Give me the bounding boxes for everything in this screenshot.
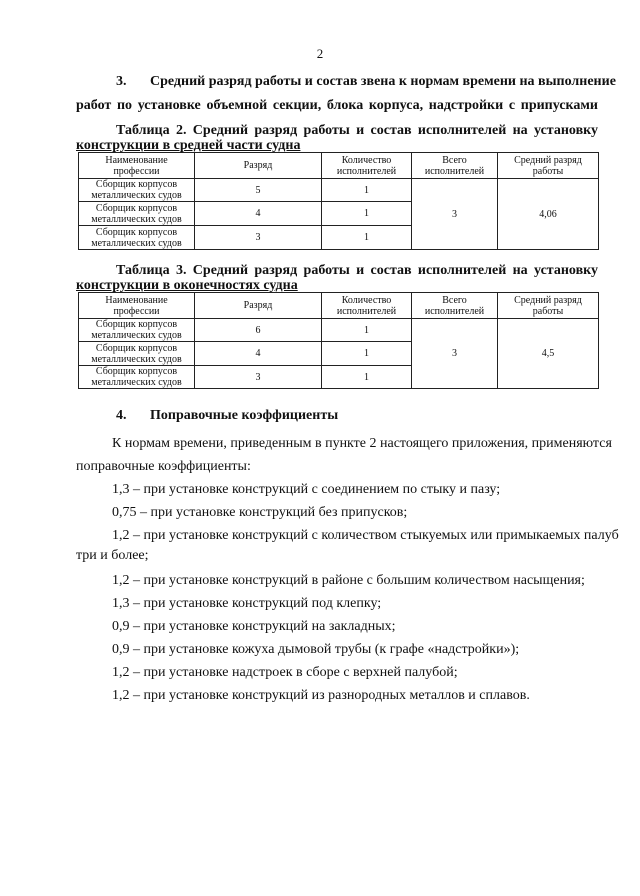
cell-grade: 3 (195, 366, 322, 389)
table-3-caption-line2: конструкции в оконечностях судна (76, 278, 298, 293)
header-grade: Разряд (195, 153, 322, 179)
cell-grade: 6 (195, 319, 322, 342)
header-avg: Средний разряд работы (498, 293, 599, 319)
header-avg: Средний разряд работы (498, 153, 599, 179)
cell-avg: 4,06 (498, 179, 599, 250)
header-total: Всего исполнителей (412, 153, 498, 179)
header-profession: Наименование профессии (79, 153, 195, 179)
section-4-intro-line1: К нормам времени, приведенным в пункте 2 настоящего приложения, применяются (112, 436, 612, 451)
cell-count: 1 (322, 366, 412, 389)
cell-total: 3 (412, 319, 498, 389)
cell-count: 1 (322, 319, 412, 342)
cell-grade: 4 (195, 202, 322, 226)
section-3-number: 3. (116, 74, 127, 89)
table-2 (78, 152, 599, 250)
table-3-header-row (79, 293, 599, 319)
table-row (79, 319, 599, 342)
cell-grade: 3 (195, 226, 322, 250)
header-profession: Наименование профессии (79, 293, 195, 319)
cell-grade: 5 (195, 179, 322, 202)
cell-avg: 4,5 (498, 319, 599, 389)
table-3 (78, 292, 599, 389)
cell-profession: Сборщик корпусов металлических судов (79, 202, 195, 226)
cell-total: 3 (412, 179, 498, 250)
section-4-intro-line2: поправочные коэффициенты: (76, 459, 251, 474)
header-grade: Разряд (195, 293, 322, 319)
header-count: Количество исполнителей (322, 293, 412, 319)
table-row (79, 179, 599, 202)
coefficient-item: 0,9 – при установке конструкций на закладных; (112, 619, 396, 634)
page-number: 2 (316, 46, 324, 61)
coefficient-item: 1,2 – при установке конструкций в районе с большим количеством насыщения; (112, 573, 585, 588)
coefficient-item: 1,2 – при установке конструкций из разнородных металлов и сплавов. (112, 688, 530, 703)
cell-grade: 4 (195, 342, 322, 366)
coefficient-item: 1,3 – при установке конструкций с соединением по стыку и пазу; (112, 482, 501, 497)
coefficient-item: 0,9 – при установке кожуха дымовой трубы (к графе «надстройки»); (112, 642, 520, 657)
table-2-header-row (79, 153, 599, 179)
cell-count: 1 (322, 202, 412, 226)
coefficient-item: 1,3 – при установке конструкций под клепку; (112, 596, 382, 611)
cell-profession: Сборщик корпусов металлических судов (79, 226, 195, 250)
table-2-caption-line1: Таблица 2. Средний разряд работы и состав исполнителей на установку (116, 123, 598, 138)
cell-profession: Сборщик корпусов металлических судов (79, 342, 195, 366)
cell-count: 1 (322, 226, 412, 250)
table-2-caption-line2: конструкции в средней части судна (76, 138, 301, 153)
coefficient-item: 1,2 – при установке надстроек в сборе с верхней палубой; (112, 665, 458, 680)
cell-profession: Сборщик корпусов металлических судов (79, 366, 195, 389)
header-total: Всего исполнителей (412, 293, 498, 319)
section-3-title-line1: Средний разряд работы и состав звена к нормам времени на выполнение (150, 74, 616, 89)
header-count: Количество исполнителей (322, 153, 412, 179)
cell-count: 1 (322, 179, 412, 202)
coefficient-item-continuation: три и более; (76, 548, 149, 563)
coefficient-item: 0,75 – при установке конструкций без припусков; (112, 505, 408, 520)
section-3-title-line2: работ по установке объемной секции, блока корпуса, надстройки с припусками (76, 98, 598, 113)
coefficient-item: 1,2 – при установке конструкций с количеством стыкуемых или примыкаемых палуб (112, 528, 619, 543)
table-3-caption-line1: Таблица 3. Средний разряд работы и состав исполнителей на установку (116, 263, 598, 278)
section-4-number: 4. (116, 408, 127, 423)
cell-count: 1 (322, 342, 412, 366)
cell-profession: Сборщик корпусов металлических судов (79, 319, 195, 342)
cell-profession: Сборщик корпусов металлических судов (79, 179, 195, 202)
section-4-title: Поправочные коэффициенты (150, 408, 339, 423)
